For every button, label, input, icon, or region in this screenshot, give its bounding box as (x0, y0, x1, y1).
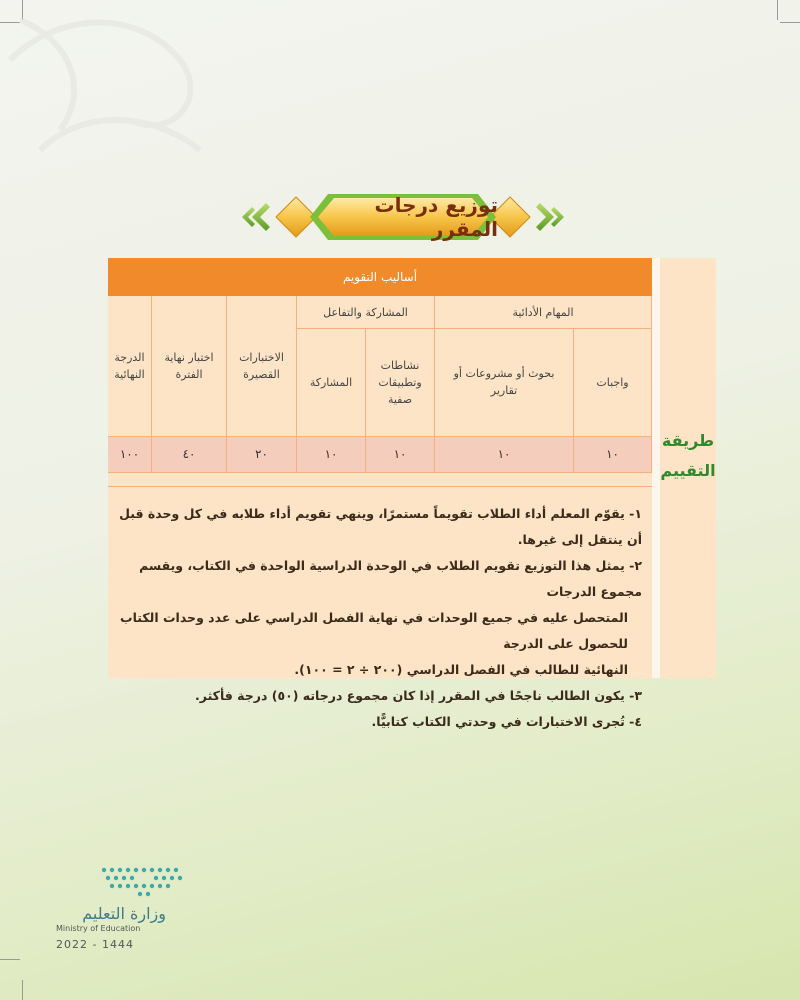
note-2-line-3: النهائية للطالب في الفصل الدراسي (٢٠٠ ÷ ٢ = ١٠٠). (294, 662, 628, 677)
col-header-quizzes: الاختبارات القصيرة (227, 296, 297, 436)
value-activities: ١٠ (366, 436, 435, 472)
note-3: ٣- يكون الطالب ناجحًا في المقرر إذا كان مجموع درجاته (٥٠) درجة فأكثر. (195, 688, 642, 703)
note-2: ٢- يمثل هذا التوزيع تقويم الطلاب في الوحدة الدراسية الواحدة في الكتاب، ويقسم مجموع الدرجات (139, 558, 642, 599)
crop-mark (777, 0, 778, 20)
value-quizzes: ٢٠ (227, 436, 297, 472)
side-label-line-2: التقييم (660, 461, 716, 480)
crop-mark (22, 980, 23, 1000)
note-2-line-2: المتحصل عليه في جميع الوحدات في نهاية الفصل الدراسي على عدد وحدات الكتاب للحصول على الدرجة (120, 610, 628, 651)
value-participation: ١٠ (297, 436, 366, 472)
crop-mark (780, 22, 800, 41)
ministry-logo (56, 860, 206, 960)
col-header-activities: نشاطات وتطبيقات صفية (366, 328, 435, 436)
col-header-research: بحوث أو مشروعات أو تقارير (435, 328, 574, 436)
notes-section (108, 486, 652, 729)
page-title: توزيع درجات المقرر (374, 193, 498, 241)
ministry-name-arabic: وزارة التعليم (82, 904, 166, 923)
assessment-method-label (660, 426, 716, 486)
note-1: ١- يقوّم المعلم أداء الطلاب تقويماً مستمرًا، وينهي تقويم أداء طلابه في كل وحدة قبل أن ينتقل إلى غيرها. (119, 506, 642, 547)
grade-distribution-panel (108, 258, 716, 729)
col-header-final-exam: اختبار نهاية الفترة (152, 296, 227, 436)
edition-year: 2022 - 1444 (56, 938, 134, 951)
group-header-participation: المشاركة والتفاعل (297, 296, 435, 328)
note-4: ٤- تُجرى الاختبارات في وحدتي الكتاب كتابيًّا. (371, 714, 642, 729)
side-label-line-1: طريقة (661, 431, 715, 450)
value-homework: ١٠ (574, 436, 652, 472)
ministry-dots-logo-icon (96, 860, 196, 900)
group-header-tasks: المهام الأدائية (435, 296, 652, 328)
ornament-swirl-icon (0, 0, 260, 180)
table-rule (297, 328, 652, 329)
value-research: ١٠ (435, 436, 574, 472)
value-final-grade: ١٠٠ (108, 436, 152, 472)
col-header-participation: المشاركة (297, 328, 366, 436)
crop-mark (0, 959, 20, 978)
col-header-homework: واجبات (574, 328, 652, 436)
table-rule (108, 472, 652, 473)
table-header-methods: أساليب التقويم (108, 258, 652, 296)
col-header-final-grade: الدرجة النهائية (108, 296, 152, 436)
assessment-method-column (652, 258, 716, 678)
value-final-exam: ٤٠ (152, 436, 227, 472)
ministry-name-english: Ministry of Education (56, 924, 141, 933)
section-title-banner (240, 188, 566, 246)
table-rule (108, 436, 652, 437)
